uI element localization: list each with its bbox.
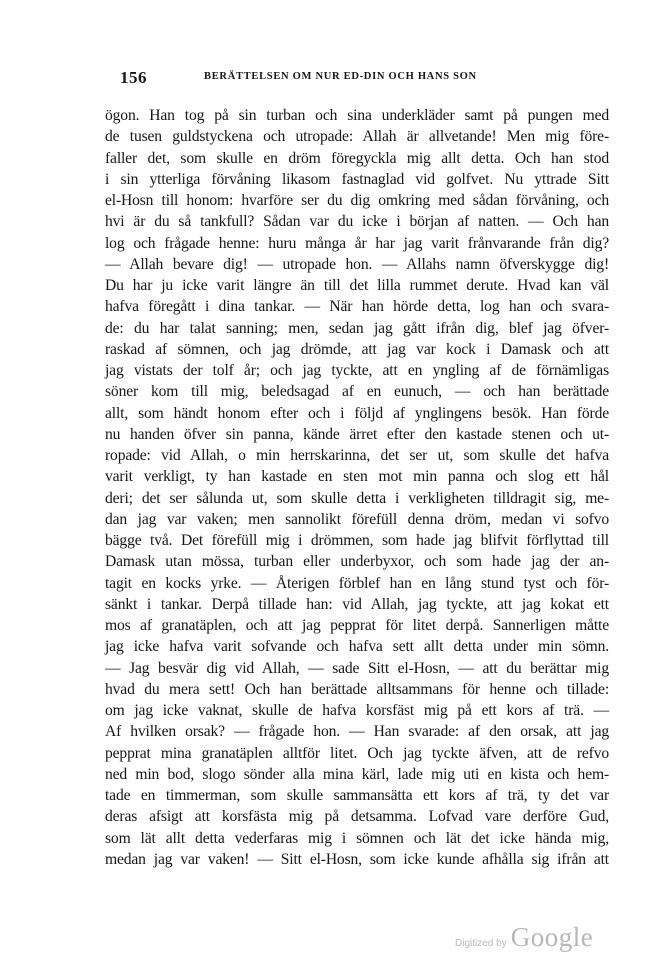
text-line: ögon. Han tog på sin turban och sina underkläder samt på pungen med bbox=[105, 107, 609, 124]
page-header bbox=[120, 68, 595, 90]
text-line: Af hvilken orsak? — frågade hon. — Han svarade: af den orsak, att jag bbox=[105, 723, 609, 741]
google-logo: Google bbox=[510, 922, 594, 952]
text-line: nu handen öfver sin panna, kände ärret efter den kastade stenen och ut- bbox=[105, 425, 609, 443]
text-line: jag icke hafva varit sofvande och hafva sett allt detta under min sömn. bbox=[105, 638, 609, 656]
text-line: ropade: vid Allah, o min herrskarinna, det ser ut, som skulle det hafva bbox=[105, 447, 609, 464]
text-line: hvad du mera sett! Och han berättade alltsammans för henne och tillade: bbox=[105, 680, 609, 698]
text-line: jag vistats der tolf år; och jag tyckte, att en yngling af de förnämligas bbox=[105, 362, 609, 379]
text-line: de: du har talat sanning; men, sedan jag gått ifrån dig, blef jag öfver- bbox=[105, 319, 609, 337]
text-line: allt, som händt honom efter och i följd af ynglingens besök. Han förde bbox=[105, 404, 609, 422]
text-line: söner kom till mig, beledsagad af en eunuch, — och han berättade bbox=[105, 383, 609, 401]
text-line: — Jag besvär dig vid Allah, — sade Sitt el-Hosn, — att du berättar mig bbox=[105, 659, 609, 677]
running-head: BERÄTTELSEN OM NUR ED-DIN OCH HANS SON bbox=[204, 71, 477, 82]
text-line: mos af granatäplen, och att jag pepprat för litet derpå. Sannerligen måtte bbox=[105, 617, 609, 634]
text-line: log och frågade henne: huru många år har jag varit frånvarande från dig? bbox=[105, 234, 609, 252]
text-line: deri; det ser sålunda ut, som skulle detta i verkligheten tilldragit sig, me- bbox=[105, 489, 609, 507]
text-line: hvi är du så tankfull? Sådan var du icke i början af natten. — Och han bbox=[105, 213, 609, 231]
text-line: tagit en kocks yrke. — Återigen förblef han en lång stund tyst och för- bbox=[105, 574, 609, 592]
text-line: medan jag var vaken! — Sitt el-Hosn, som icke kunde afhålla sig ifrån att bbox=[105, 850, 609, 868]
text-line: faller det, som skulle en dröm föregyckla mig allt detta. Och han stod bbox=[105, 149, 609, 167]
text-line: deras afsigt att korsfästa mig på detsamma. Lofvad vare derföre Gud, bbox=[105, 808, 609, 826]
text-line: bägge två. Det förefüll mig i drömmen, som hade jag blifvit förflyttad till bbox=[105, 532, 609, 549]
page-number: 156 bbox=[120, 68, 147, 87]
text-line: pepprat mina granatäplen alltför litet. Och jag tyckte äfven, att de refvo bbox=[105, 744, 609, 762]
body-text bbox=[105, 105, 609, 870]
text-line: om jag icke vaknat, skulle de hafva korsfäst mig på ett kors af trä. — bbox=[105, 702, 609, 719]
text-line: tade en timmerman, som skulle sammansätta ett kors af trä, ty det var bbox=[105, 787, 609, 804]
text-line: ned min bod, slogo sönder alla mina kärl, lade mig uti en kista och hem- bbox=[105, 765, 609, 783]
text-line: i sin ytterliga förvåning likasom fastnaglad vid golfvet. Nu yttrade Sitt bbox=[105, 170, 609, 188]
text-line: raskad af sömnen, och jag drömde, att jag var kock i Damask och att bbox=[105, 340, 609, 358]
text-line: hafva föregått i dina tankar. — När han hörde detta, log han och svara- bbox=[105, 298, 609, 316]
text-line: Du har ju icke varit längre än till det lilla rummet derute. Hvad kan väl bbox=[105, 277, 609, 294]
text-line: som lät allt detta vederfaras mig i sömnen och lät det icke hända mig, bbox=[105, 829, 609, 847]
text-line: — Allah bevare dig! — utropade hon. — Allahs namn öfverskygge dig! bbox=[105, 255, 609, 273]
text-line: el-Hosn till honom: hvarföre ser du dig omkring med sådan förvåning, och bbox=[105, 192, 609, 209]
watermark-prefix: Digitized by bbox=[455, 938, 507, 949]
text-line: Damask utan mössa, turban eller underbyxor, och som hade jag der an- bbox=[105, 553, 609, 571]
text-line: dan jag var vaken; men sannolikt förefüll denna dröm, medan vi sofvo bbox=[105, 510, 609, 528]
text-line: sänkt i tankar. Derpå tillade han: vid Allah, jag tyckte, att jag kokat ett bbox=[105, 595, 609, 613]
text-line: de tusen guldstyckena och utropade: Allah är allvetande! Men mig före- bbox=[105, 128, 609, 146]
digitized-by-google-watermark bbox=[455, 922, 593, 956]
text-line: varit verkligt, ty han kastade en sten mot min panna och slog ett hål bbox=[105, 468, 609, 486]
